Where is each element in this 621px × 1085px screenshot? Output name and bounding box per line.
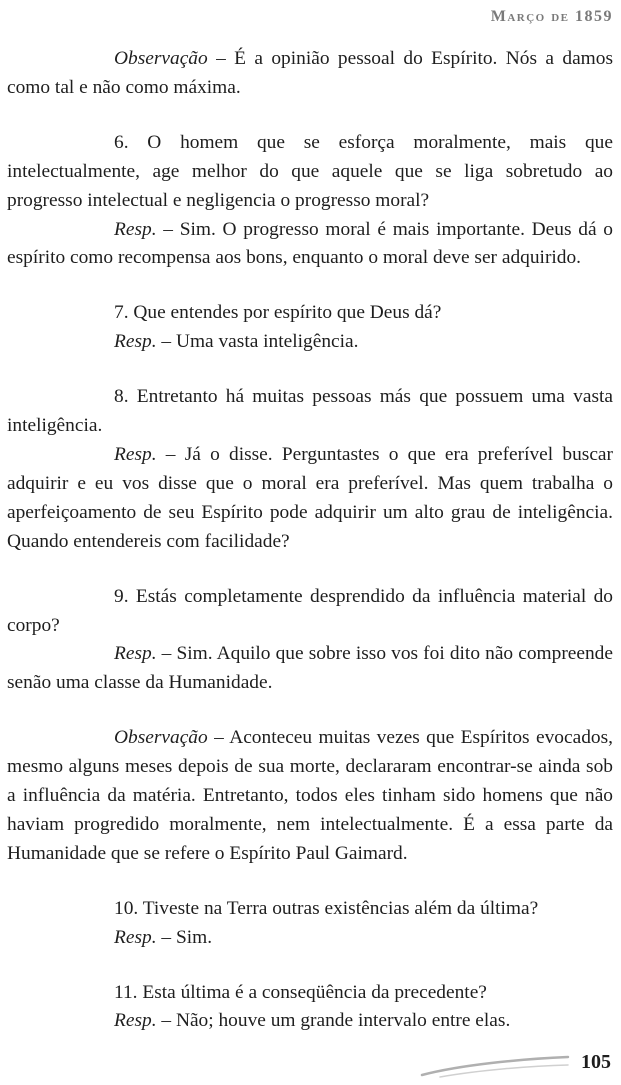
observation-paragraph <box>7 45 613 103</box>
paragraph-text: – Sim. O progresso moral é mais importante. Deus dá o espírito como recompensa aos bons, enquanto o moral deve ser adquirido. <box>7 218 613 269</box>
running-header: Março de 1859 <box>490 8 613 25</box>
paragraph-text: – Sim. <box>156 926 213 948</box>
paragraph-label: Observação <box>114 727 208 749</box>
answer-paragraph <box>7 328 613 357</box>
answer-paragraph <box>7 216 613 274</box>
question-paragraph: 7. Que entendes por espírito que Deus dá? <box>114 302 442 324</box>
paragraph-label: Resp. <box>114 926 157 948</box>
paragraph-text: – Já o disse. Perguntastes o que era preferível buscar adquirir e eu vos disse que o moral era preferível. Mas quem trabalha o aperfeiçoamento de seu Espírito pode adquirir um alto grau de inteligência. Quando entendereis com facilidade? <box>7 443 613 552</box>
paragraph-label: Resp. <box>114 218 157 240</box>
answer-paragraph <box>7 1007 613 1036</box>
decorative-swoosh-icon <box>420 1051 570 1079</box>
paragraph-text: – É a opinião pessoal do Espírito. Nós a damos como tal e não como máxima. <box>7 48 613 98</box>
answer-paragraph <box>7 441 613 557</box>
question-paragraph: 8. Entretanto há muitas pessoas más que possuem uma vasta inteligência. <box>7 386 613 437</box>
paragraph-label: Resp. <box>114 331 157 353</box>
page-number: 105 <box>581 1051 611 1073</box>
paragraph-label: Observação <box>114 48 208 69</box>
paragraph-text: – Aconteceu muitas vezes que Espíritos evocados, mesmo alguns meses depois de sua morte, declararam encontrar-se ainda sob a influência da matéria. Entretanto, todos eles tinham sido homens que não haviam progredido moralmente, nem intelectualmente. É a essa parte da Humanidade que se refere o Espírito Paul Gaimard. <box>7 727 613 864</box>
question-paragraph: 11. Esta última é a conseqüência da precedente? <box>114 981 487 1003</box>
paragraph-label: Resp. <box>114 443 157 465</box>
observation-paragraph <box>7 724 613 869</box>
paragraph-label: Resp. <box>114 643 157 665</box>
page-footer <box>0 1045 621 1085</box>
question-paragraph: 6. O homem que se esforça moralmente, mais que intelectualmente, age melhor do que aquele que se liga sobretudo ao progresso intelectual e negligencia o progresso moral? <box>7 131 613 211</box>
paragraph-label: Resp. <box>114 1010 157 1032</box>
answer-paragraph <box>7 924 613 953</box>
page-body <box>7 45 613 1036</box>
paragraph-text: – Não; houve um grande intervalo entre elas. <box>156 1010 511 1032</box>
answer-paragraph <box>7 640 613 698</box>
paragraph-text: – Uma vasta inteligência. <box>156 331 359 353</box>
paragraph-text: – Sim. Aquilo que sobre isso vos foi dito não compreende senão uma classe da Humanidade. <box>7 643 613 694</box>
question-paragraph: 10. Tiveste na Terra outras existências além da última? <box>114 897 539 919</box>
question-paragraph: 9. Estás completamente desprendido da influência material do corpo? <box>7 585 613 636</box>
